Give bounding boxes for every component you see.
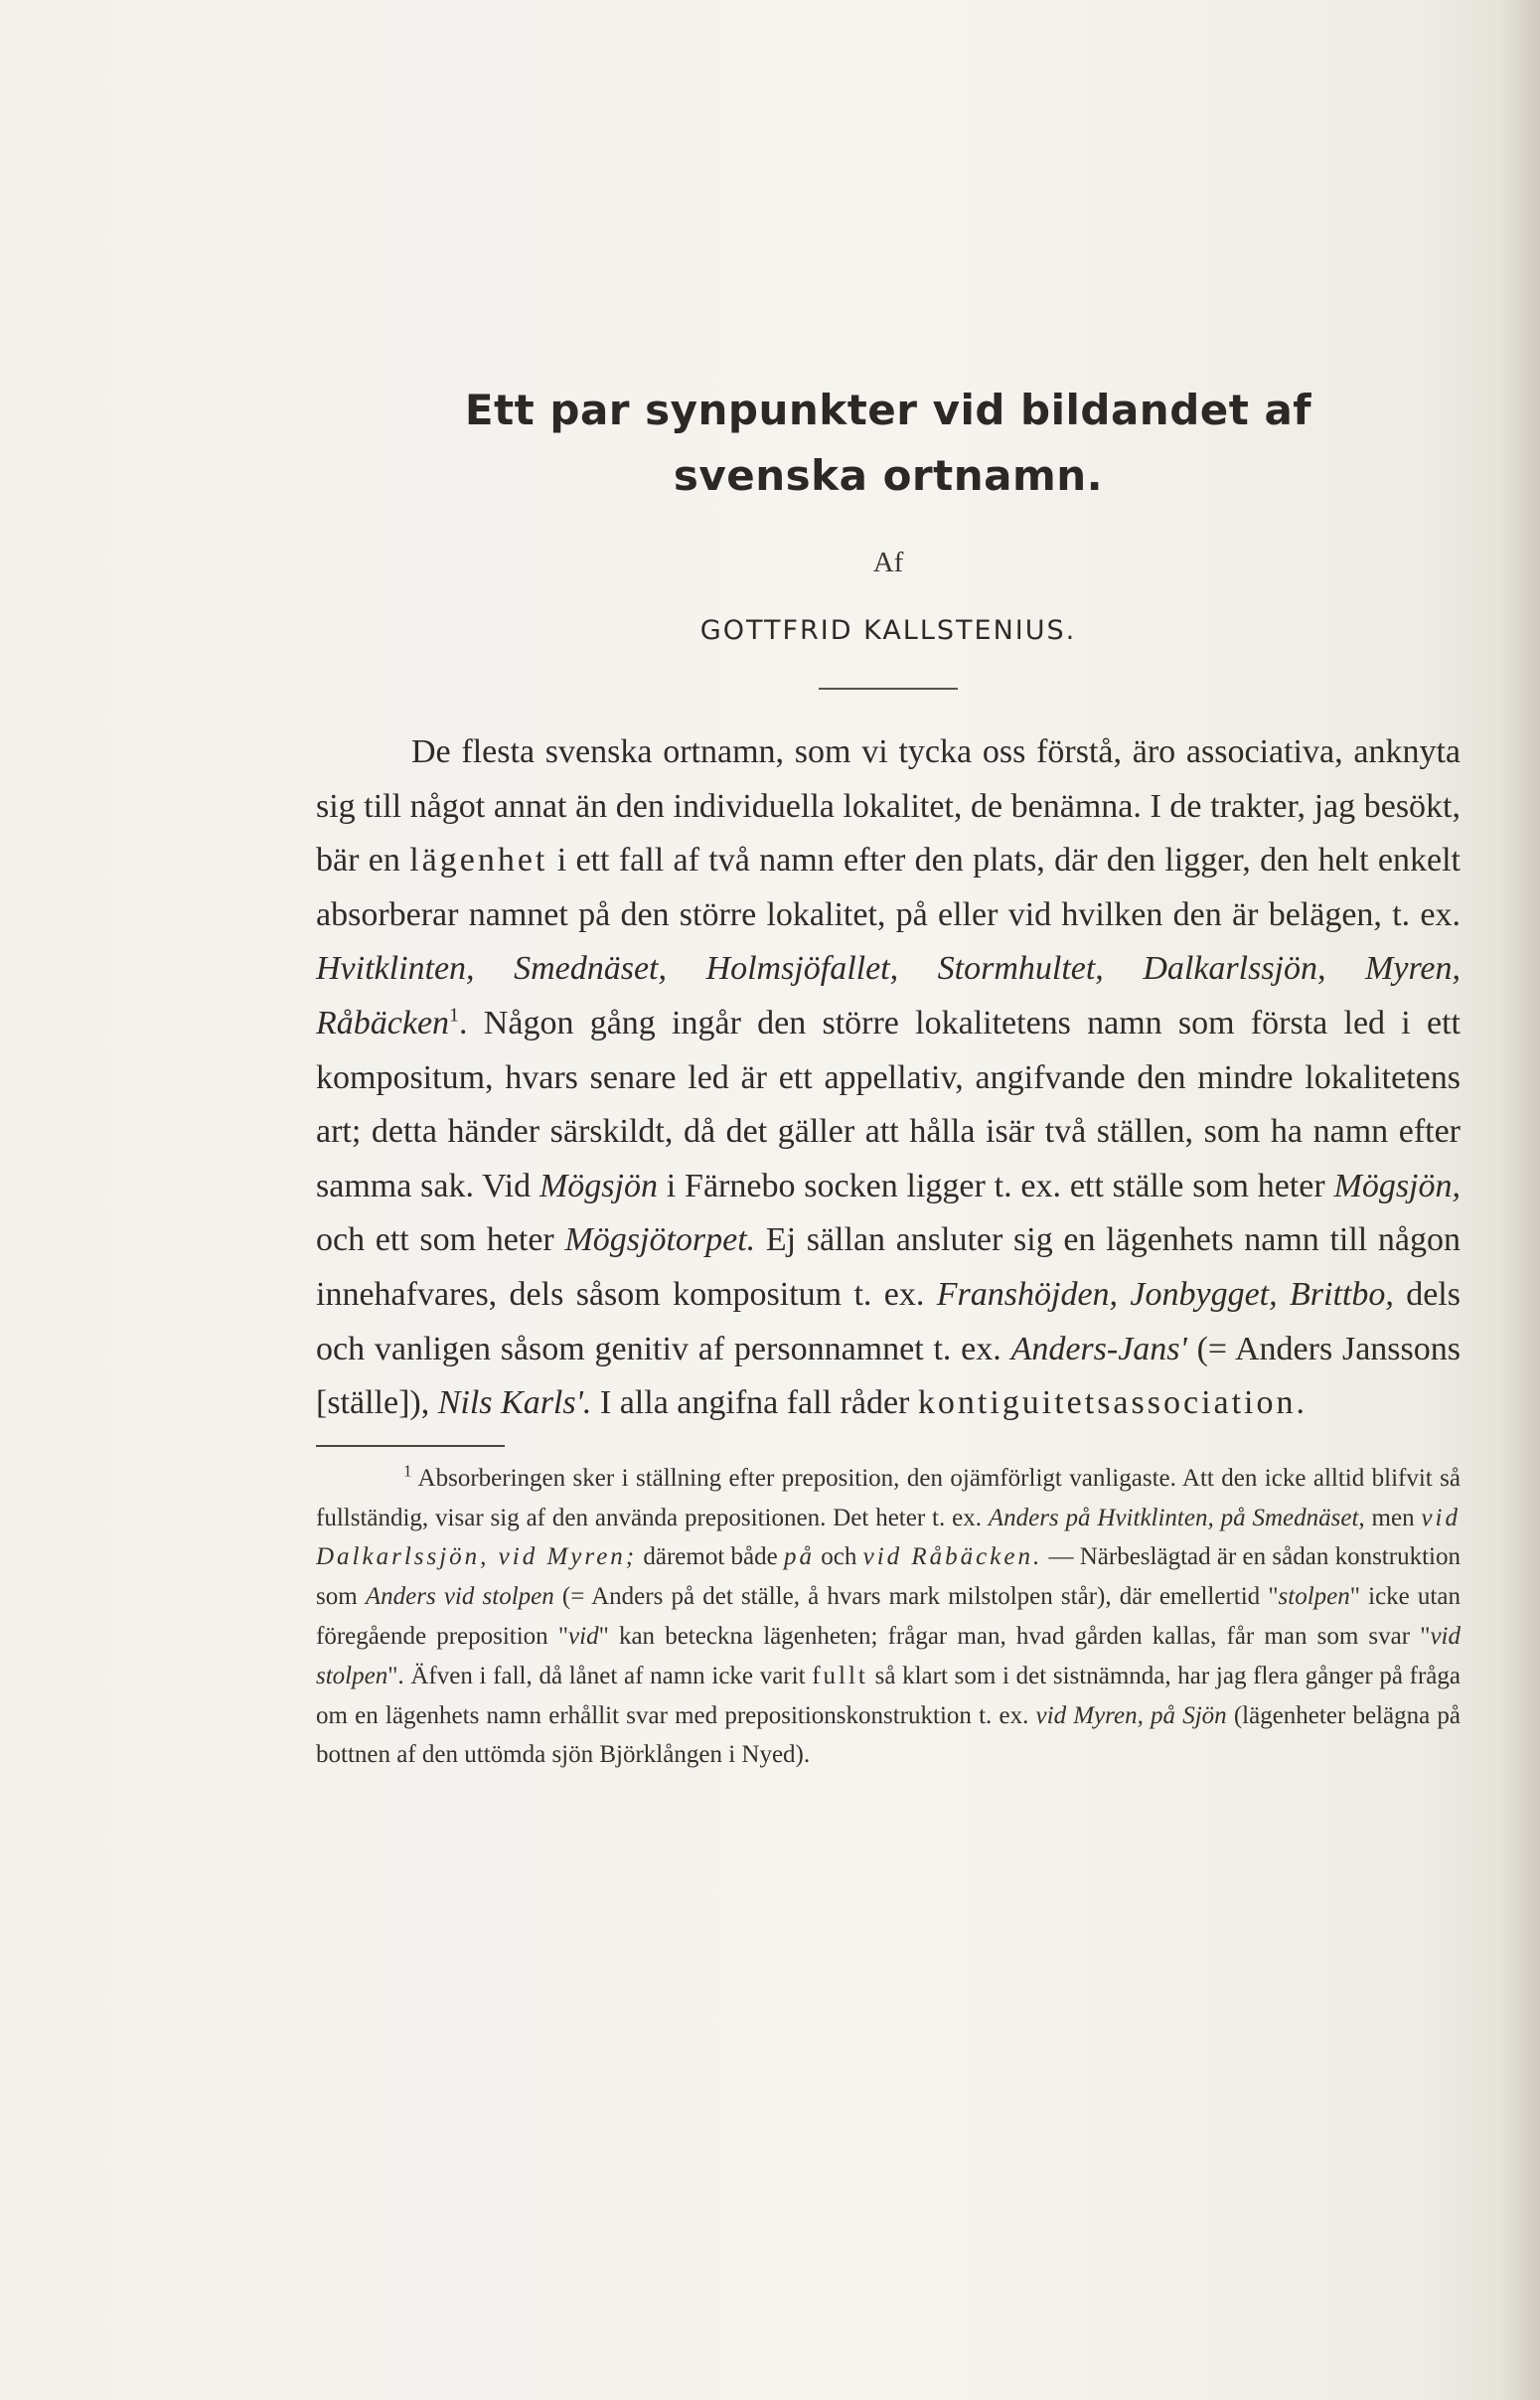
footnote-divider — [316, 1445, 505, 1447]
example-names-1: Hvitklinten, Smednäset, Holmsjöfallet, Stormhultet, Dalkarlssjön, Myren, Råbäcken — [316, 950, 1461, 1041]
title-line-2: svenska ortnamn. — [673, 451, 1104, 500]
emphasized-term: kontiguitetsassociation. — [917, 1384, 1309, 1422]
title-divider — [819, 688, 958, 690]
footnote-marker: 1 — [449, 1004, 460, 1027]
article-title — [316, 378, 1461, 509]
page-edge-shadow — [1500, 0, 1540, 2400]
author-name: GOTTFRID KALLSTENIUS. — [699, 615, 1077, 646]
text-column — [316, 378, 1461, 1775]
footnote-paragraph: $^1$ Absorberingen sker i ställning efter preposition, den ojämförligt vanligaste. Att den icke alltid blifvit så fullständig, visar sig af den använda prepositionen. Det heter t. ex. Anders på Hvitklinten, på Smednäset, men vid Dalkarlssjön, vid Myren; däremot både på och vid Råbäcken. — Närbeslägtad är en sådan konstruktion som Anders vid stolpen (= Anders på det ställe, å hvars mark milstolpen står), där emellertid "stolpen" icke utan föregående preposition "vid" kan beteckna lägenheten; frågar man, hvad gården kallas, får man som svar "vid stolpen". Äfven i fall, då lånet af namn icke varit fullt så klart som i det sistnämnda, har jag flera gånger på fråga om en lägenhets namn erhållit svar med prepositionskonstruktion t. ex. vid Myren, på Sjön (lägenheter belägna på bottnen af den uttömda sjön Björklången i Nyed). — [316, 1461, 1461, 1769]
byline-af: Af — [872, 547, 904, 578]
body-text — [316, 725, 1461, 1431]
footnote — [316, 1459, 1461, 1775]
main-paragraph: De flesta svenska ortnamn, som vi tycka oss förstå, äro associativa, anknyta sig till något annat än den individuella lokalitet, de benämna. I de trakter, jag besökt, bär en lägenhet i ett fall af två namn efter den plats, där den ligger, den helt enkelt absorberar namnet på den större lokalitet, på eller vid hvilken den är belägen, t. ex. Hvitklinten, Smednäset, Holmsjöfallet, Stormhultet, Dalkarlssjön, Myren, Råbäcken$^1$. Någon gång ingår den större lokalitetens namn som första led i ett kompositum, hvars senare led är ett appellativ, angifvande den mindre lokalitetens art; detta händer särskildt, då det gäller att hålla isär två ställen, som ha namn efter samma sak. Vid Mögsjön i Färnebo socken ligger t. ex. ett ställe som heter Mögsjön, och ett som heter Mögsjötorpet. Ej sällan ansluter sig en lägenhets namn till någon innehafvares, dels såsom kompositum t. ex. Franshöjden, Jonbygget, Brittbo, dels och vanligen såsom genitiv af personnamnet t. ex. Anders-Jans' (= Anders Janssons [ställe]), Nils Karls'. I alla angifna fall råder kontiguitetsassociation. — [316, 733, 1462, 1422]
title-line-1: Ett par synpunkter vid bildandet af — [464, 386, 1312, 434]
